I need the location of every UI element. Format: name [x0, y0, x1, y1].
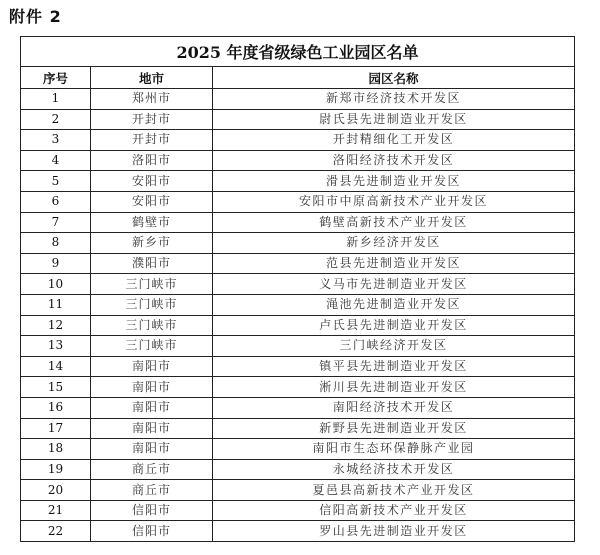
row-city: 南阳市: [91, 397, 213, 418]
table-row: [21, 377, 575, 398]
row-city: 三门峡市: [91, 315, 213, 336]
row-city: 南阳市: [91, 439, 213, 460]
row-index: 10: [21, 274, 91, 295]
row-city: 南阳市: [91, 377, 213, 398]
row-city: 三门峡市: [91, 294, 213, 315]
row-city: 三门峡市: [91, 336, 213, 357]
row-park-name: 义马市先进制造业开发区: [213, 274, 575, 295]
table-row: [21, 336, 575, 357]
row-park-name: 滑县先进制造业开发区: [213, 171, 575, 192]
row-park-name: 淅川县先进制造业开发区: [213, 377, 575, 398]
header-index: 序号: [21, 67, 91, 89]
row-index: 7: [21, 212, 91, 233]
row-city: 洛阳市: [91, 150, 213, 171]
attachment-label: 附件 2: [9, 7, 62, 26]
row-index: 12: [21, 315, 91, 336]
row-city: 商丘市: [91, 459, 213, 480]
row-index: 11: [21, 294, 91, 315]
row-index: 20: [21, 480, 91, 501]
table-row: [21, 418, 575, 439]
row-city: 郑州市: [91, 89, 213, 110]
row-city: 安阳市: [91, 191, 213, 212]
table-row: [21, 191, 575, 212]
row-index: 19: [21, 459, 91, 480]
table-title-row: [21, 37, 575, 67]
row-index: 15: [21, 377, 91, 398]
header-city: 地市: [91, 67, 213, 89]
row-index: 21: [21, 500, 91, 521]
row-city: 鹤壁市: [91, 212, 213, 233]
row-index: 3: [21, 130, 91, 151]
row-park-name: 洛阳经济技术开发区: [213, 150, 575, 171]
row-city: 开封市: [91, 109, 213, 130]
row-park-name: 安阳市中原高新技术产业开发区: [213, 191, 575, 212]
table-row: [21, 212, 575, 233]
row-index: 5: [21, 171, 91, 192]
row-park-name: 信阳高新技术产业开发区: [213, 500, 575, 521]
row-park-name: 罗山县先进制造业开发区: [213, 521, 575, 542]
row-park-name: 范县先进制造业开发区: [213, 253, 575, 274]
table-row: [21, 315, 575, 336]
table-row: [21, 500, 575, 521]
row-city: 信阳市: [91, 500, 213, 521]
row-index: 6: [21, 191, 91, 212]
row-park-name: 新郑市经济技术开发区: [213, 89, 575, 110]
table-body: [21, 89, 575, 542]
row-city: 安阳市: [91, 171, 213, 192]
row-park-name: 南阳经济技术开发区: [213, 397, 575, 418]
table-row: [21, 109, 575, 130]
table-row: [21, 356, 575, 377]
row-city: 南阳市: [91, 356, 213, 377]
row-park-name: 新乡经济开发区: [213, 233, 575, 254]
row-park-name: 渑池先进制造业开发区: [213, 294, 575, 315]
row-index: 2: [21, 109, 91, 130]
header-park: 园区名称: [213, 67, 575, 89]
table-row: [21, 233, 575, 254]
row-park-name: 鹤壁高新技术产业开发区: [213, 212, 575, 233]
row-park-name: 卢氏县先进制造业开发区: [213, 315, 575, 336]
table-row: [21, 171, 575, 192]
table-row: [21, 130, 575, 151]
row-city: 三门峡市: [91, 274, 213, 295]
green-park-table: [20, 36, 575, 542]
row-index: 18: [21, 439, 91, 460]
table-row: [21, 397, 575, 418]
row-park-name: 尉氏县先进制造业开发区: [213, 109, 575, 130]
row-park-name: 南阳市生态环保静脉产业园: [213, 439, 575, 460]
row-park-name: 开封精细化工开发区: [213, 130, 575, 151]
table-row: [21, 150, 575, 171]
row-city: 信阳市: [91, 521, 213, 542]
row-city: 商丘市: [91, 480, 213, 501]
row-index: 17: [21, 418, 91, 439]
row-city: 南阳市: [91, 418, 213, 439]
row-index: 14: [21, 356, 91, 377]
row-index: 9: [21, 253, 91, 274]
row-park-name: 夏邑县高新技术产业开发区: [213, 480, 575, 501]
table-row: [21, 274, 575, 295]
row-index: 22: [21, 521, 91, 542]
row-city: 新乡市: [91, 233, 213, 254]
row-index: 1: [21, 89, 91, 110]
row-park-name: 三门峡经济开发区: [213, 336, 575, 357]
table-row: [21, 439, 575, 460]
row-park-name: 新野县先进制造业开发区: [213, 418, 575, 439]
table-header-row: [21, 67, 575, 89]
table-row: [21, 480, 575, 501]
row-index: 13: [21, 336, 91, 357]
table-row: [21, 89, 575, 110]
row-park-name: 镇平县先进制造业开发区: [213, 356, 575, 377]
table-title: 2025 年度省级绿色工业园区名单: [21, 37, 575, 67]
row-city: 濮阳市: [91, 253, 213, 274]
table-row: [21, 459, 575, 480]
row-park-name: 永城经济技术开发区: [213, 459, 575, 480]
table-row: [21, 294, 575, 315]
row-index: 8: [21, 233, 91, 254]
row-index: 4: [21, 150, 91, 171]
row-index: 16: [21, 397, 91, 418]
table-row: [21, 521, 575, 542]
table-row: [21, 253, 575, 274]
row-city: 开封市: [91, 130, 213, 151]
